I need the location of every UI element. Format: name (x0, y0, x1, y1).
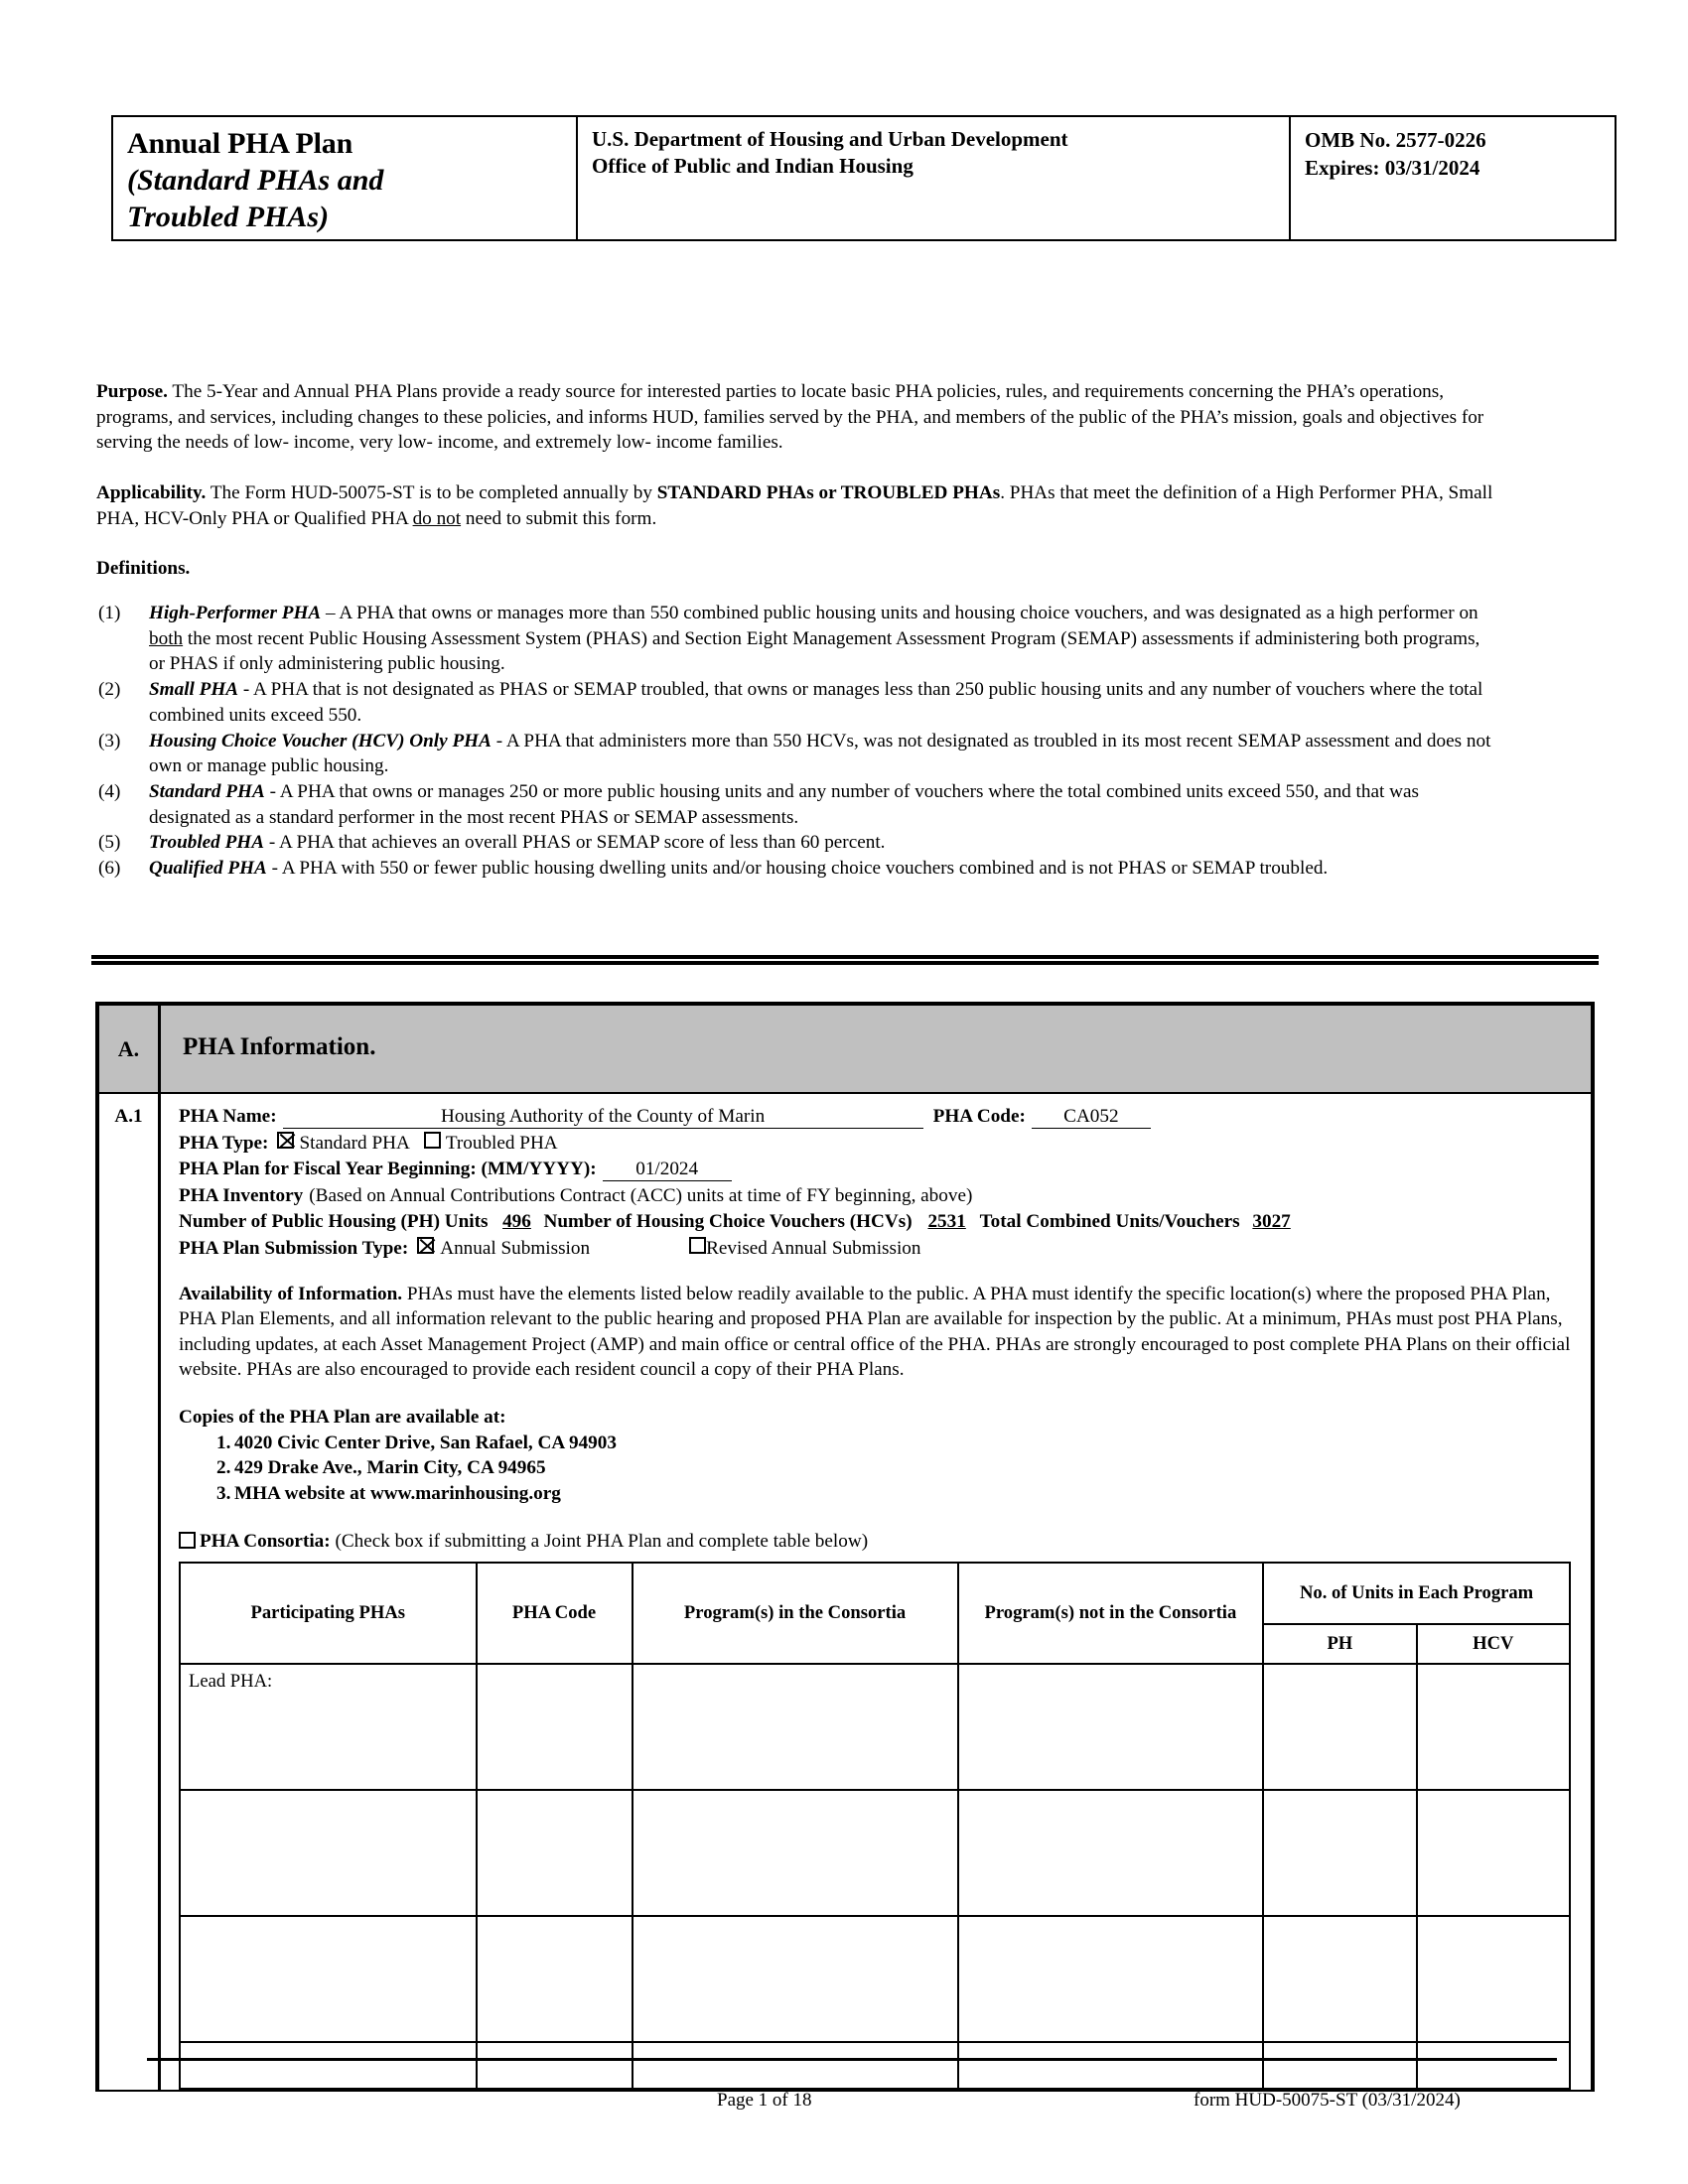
cell-participating-pha[interactable] (180, 2042, 477, 2089)
definition-text (146, 830, 1498, 856)
submission-type-label: PHA Plan Submission Type: (179, 1237, 409, 1259)
table-row (180, 1916, 1570, 2042)
checkbox-revised-annual-submission[interactable] (689, 1237, 706, 1254)
item-a1-letter: A.1 (99, 1094, 161, 2090)
availability-text: PHAs must have the elements listed below readily available to the public. A PHA must identify the specific location(s) where the proposed PHA Plan, PHA Plan Elements, and all information relevant to the public hearing and proposed PHA Plan are available for inspection by the public. At a minimum, PHAs must post PHA Plans, including updates, at each Asset Management Project (AMP) and main office or central office of the PHA. PHAs are strongly encouraged to post complete PHA Plans on their official website. PHAs are also encouraged to provide each resident council a copy of their PHA Plans. (179, 1283, 1571, 1381)
availability-label: Availability of Information. (179, 1283, 403, 1304)
definition-number: (1) (98, 603, 121, 623)
definition-text (146, 601, 1498, 677)
cell-participating-pha[interactable] (180, 1916, 477, 2042)
applicability-bold-mid: STANDARD PHAs or TROUBLED PHAs (656, 482, 1001, 503)
cell-hcv-units[interactable] (1417, 2042, 1570, 2089)
checkbox-annual-submission[interactable] (417, 1237, 434, 1254)
pha-name-row (179, 1104, 1571, 1130)
footer-rule (147, 2058, 1557, 2061)
cell-pha-code[interactable] (477, 1916, 633, 2042)
section-a-body (99, 1094, 1591, 2090)
applicability-text-after: . PHAs that meet the definition of a High Performer PHA, Small PHA, HCV-Only PHA or Qualified PHA (96, 482, 1493, 529)
unit-counts-row (179, 1209, 1571, 1235)
definition-body-a: - A PHA with 550 or fewer public housing dwelling units and/or housing choice vouchers combined and is not PHAS or SEMAP troubled. (271, 858, 1329, 880)
total-units-label: Total Combined Units/Vouchers (979, 1211, 1240, 1233)
fiscal-year-input[interactable]: 01/2024 (603, 1159, 732, 1181)
hcv-input[interactable]: 2531 (927, 1211, 966, 1233)
form-title-cell (112, 116, 577, 240)
definition-body-a: - A PHA that owns or manages 250 or more public housing units and any number of vouchers where the total combined units exceed 550, and that was designated as a standard performer in the most recent PHAS or SEMAP assessments. (149, 780, 1419, 828)
definition-term: High-Performer PHA (149, 603, 322, 623)
form-title-line2: (Standard PHAs and (127, 164, 384, 197)
col-header-ph: PH (1263, 1624, 1416, 1664)
definition-body-a: - A PHA that achieves an overall PHAS or SEMAP score of less than 60 percent. (268, 832, 886, 854)
checkbox-standard-pha[interactable] (277, 1132, 294, 1149)
cell-programs-in[interactable] (633, 2042, 958, 2089)
consortia-table (179, 1562, 1571, 2090)
applicability-label: Applicability. (96, 482, 207, 503)
cell-programs-in[interactable] (633, 1790, 958, 1916)
table-row (180, 2042, 1570, 2089)
copies-heading: Copies of the PHA Plan are available at: (179, 1406, 506, 1428)
section-divider-rule (91, 955, 1599, 965)
definition-text (146, 729, 1498, 779)
footer-form-id: form HUD-50075-ST (03/31/2024) (1194, 2090, 1461, 2111)
copies-item-number: 1. (216, 1432, 231, 1453)
applicability-text-end: need to submit this form. (465, 507, 657, 529)
cell-ph-units[interactable] (1263, 1916, 1416, 2042)
definition-item (96, 601, 1498, 677)
footer-page-number: Page 1 of 18 (717, 2090, 812, 2111)
definition-term: Qualified PHA (149, 858, 267, 880)
cell-ph-units[interactable] (1263, 1790, 1416, 1916)
col-header-programs-in-consortia: Program(s) in the Consortia (633, 1563, 958, 1664)
item-a1-content (161, 1094, 1591, 2090)
submission-annual-label: Annual Submission (440, 1237, 591, 1259)
ph-units-label: Number of Public Housing (PH) Units (179, 1211, 489, 1233)
definition-body-a: - A PHA that is not designated as PHAS or SEMAP troubled, that owns or manages less than 250 public housing units and any number of vouchers where the total combined units exceed 550. (149, 679, 1483, 726)
total-units-input[interactable]: 3027 (1252, 1211, 1291, 1233)
cell-programs-not-in[interactable] (958, 1664, 1264, 1790)
definition-term: Troubled PHA (149, 832, 265, 854)
copies-list-item (179, 1455, 1571, 1481)
checkbox-pha-consortia[interactable] (179, 1532, 196, 1549)
applicability-paragraph (96, 480, 1498, 531)
definition-item (96, 830, 1498, 856)
definition-number: (6) (98, 858, 121, 880)
definition-item (96, 779, 1498, 830)
ph-units-input[interactable]: 496 (502, 1211, 531, 1233)
agency-office: Office of Public and Indian Housing (592, 154, 914, 178)
purpose-label: Purpose. (96, 381, 168, 402)
purpose-paragraph (96, 379, 1498, 456)
pha-code-input[interactable]: CA052 (1032, 1106, 1151, 1129)
purpose-text: The 5-Year and Annual PHA Plans provide a ready source for interested parties to locate basic PHA policies, rules, and requirements concerning the PHA’s operations, programs, and services, including changes to these policies, and informs HUD, families served by the PHA, and members of the public of the PHA’s mission, goals and objectives for serving the needs of low- income, very low- income, and extremely low- income families. (96, 381, 1484, 454)
cell-hcv-units[interactable] (1417, 1916, 1570, 2042)
fiscal-year-label: PHA Plan for Fiscal Year Beginning: (MM/YYYY): (179, 1159, 597, 1180)
omb-cell (1290, 116, 1616, 240)
submission-revised-label: Revised Annual Submission (706, 1237, 921, 1259)
definition-text (146, 779, 1498, 830)
cell-pha-code[interactable] (477, 1664, 633, 1790)
cell-programs-not-in[interactable] (958, 2042, 1264, 2089)
col-header-hcv: HCV (1417, 1624, 1570, 1664)
cell-programs-in[interactable] (633, 1664, 958, 1790)
cell-hcv-units[interactable] (1417, 1664, 1570, 1790)
inventory-note: (Based on Annual Contributions Contract (ACC) units at time of FY beginning, above) (309, 1184, 973, 1206)
definition-term: Housing Choice Voucher (HCV) Only PHA (149, 730, 492, 751)
definition-number: (4) (98, 780, 121, 802)
section-a-header (99, 1006, 1591, 1094)
omb-number: OMB No. 2577-0226 (1305, 128, 1486, 152)
col-header-participating-phas: Participating PHAs (180, 1563, 477, 1664)
pha-type-troubled-label: Troubled PHA (445, 1132, 558, 1154)
definition-text (146, 856, 1498, 882)
pha-code-label: PHA Code: (932, 1106, 1026, 1127)
cell-programs-in[interactable] (633, 1916, 958, 2042)
agency-cell (577, 116, 1290, 240)
pha-type-standard-label: Standard PHA (299, 1132, 410, 1154)
form-title-line1: Annual PHA Plan (127, 127, 353, 160)
definition-body-b: the most recent Public Housing Assessment System (PHAS) and Section Eight Management Assessment Program (SEMAP) assessments if administering both programs, or PHAS if only administering public housing. (149, 627, 1480, 675)
pha-name-input[interactable]: Housing Authority of the County of Marin (283, 1106, 923, 1129)
definition-underlined: both (149, 627, 184, 649)
definition-term: Standard PHA (149, 780, 265, 802)
availability-paragraph (179, 1282, 1571, 1383)
submission-type-row (179, 1236, 1571, 1262)
hcv-label: Number of Housing Choice Vouchers (HCVs) (543, 1211, 913, 1233)
cell-pha-code[interactable] (477, 2042, 633, 2089)
cell-hcv-units[interactable] (1417, 1790, 1570, 1916)
definitions-list (96, 601, 1498, 882)
definition-body-a: - A PHA that administers more than 550 HCVs, was not designated as troubled in its most recent SEMAP assessment and does not own or manage public housing. (149, 730, 1491, 777)
section-a-letter: A. (99, 1006, 161, 1092)
copies-item-text: MHA website at www.marinhousing.org (234, 1483, 561, 1505)
definition-number: (3) (98, 730, 121, 751)
section-a-title: PHA Information. (183, 1033, 376, 1060)
definition-body-a: – A PHA that owns or manages more than 550 combined public housing units and housing choice vouchers, and was designated as a high performer on (326, 603, 1478, 623)
cell-pha-code[interactable] (477, 1790, 633, 1916)
form-header-table (111, 115, 1617, 241)
copies-list-item (179, 1481, 1571, 1507)
copies-item-number: 2. (216, 1457, 231, 1479)
definition-item (96, 729, 1498, 779)
consortia-label: PHA Consortia: (200, 1530, 331, 1552)
col-header-pha-code: PHA Code (477, 1563, 633, 1664)
cell-participating-pha[interactable] (180, 1790, 477, 1916)
copies-list-item (179, 1431, 1571, 1456)
copies-item-number: 3. (216, 1483, 231, 1505)
consortia-note: (Check box if submitting a Joint PHA Plan and complete table below) (335, 1530, 869, 1552)
cell-participating-pha[interactable]: Lead PHA: (180, 1664, 477, 1790)
copies-item-text: 4020 Civic Center Drive, San Rafael, CA 94903 (234, 1432, 617, 1453)
col-header-programs-not-in-consortia: Program(s) not in the Consortia (958, 1563, 1264, 1664)
pha-type-label: PHA Type: (179, 1132, 269, 1154)
table-row (180, 1790, 1570, 1916)
section-a-container (95, 1002, 1595, 2092)
definition-number: (5) (98, 832, 121, 854)
form-title-line3: Troubled PHAs) (127, 201, 330, 233)
col-header-units-group: No. of Units in Each Program (1263, 1563, 1570, 1624)
copies-item-text: 429 Drake Ave., Marin City, CA 94965 (234, 1457, 546, 1479)
table-row (180, 1664, 1570, 1790)
copies-list (179, 1431, 1571, 1507)
inventory-row (179, 1183, 1571, 1209)
definition-term: Small PHA (149, 679, 239, 701)
cell-ph-units[interactable] (1263, 1664, 1416, 1790)
definition-number: (2) (98, 679, 121, 701)
definition-item (96, 677, 1498, 728)
pha-type-row (179, 1131, 1571, 1157)
cell-programs-not-in[interactable] (958, 1790, 1264, 1916)
consortia-table-header-row (180, 1563, 1570, 1624)
cell-programs-not-in[interactable] (958, 1916, 1264, 2042)
applicability-underlined: do not (412, 507, 462, 529)
consortia-row (179, 1529, 1571, 1555)
inventory-label: PHA Inventory (179, 1184, 304, 1206)
definitions-label: Definitions. (96, 558, 191, 579)
checkbox-troubled-pha[interactable] (424, 1132, 441, 1149)
definition-text (146, 677, 1498, 728)
fiscal-year-row (179, 1157, 1571, 1182)
definition-item (96, 856, 1498, 882)
omb-expiration: Expires: 03/31/2024 (1305, 156, 1480, 180)
agency-department: U.S. Department of Housing and Urban Development (592, 127, 1068, 151)
applicability-text-before: The Form HUD-50075-ST is to be completed annually by (210, 482, 652, 503)
cell-ph-units[interactable] (1263, 2042, 1416, 2089)
pha-name-label: PHA Name: (179, 1106, 277, 1127)
